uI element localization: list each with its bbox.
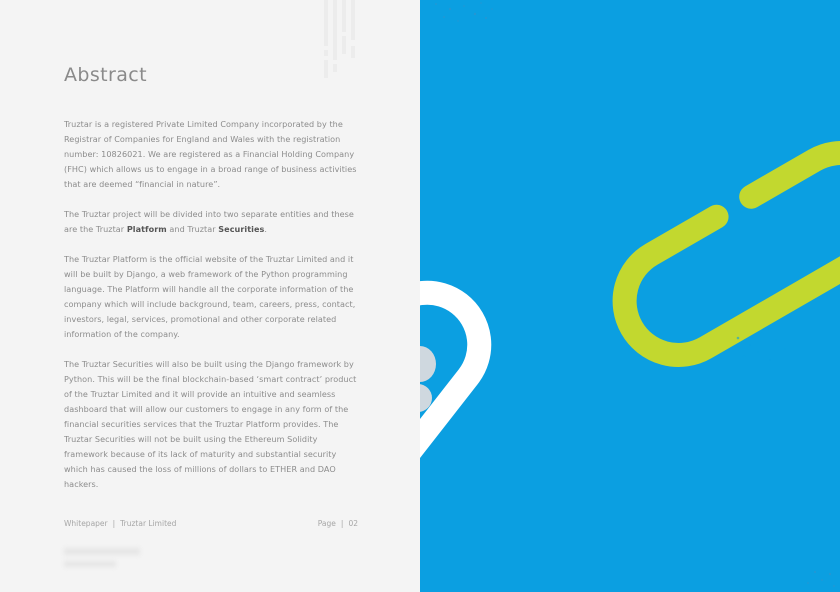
paragraph-text: . <box>264 224 268 234</box>
blurred-text-block <box>64 548 140 555</box>
blurred-text-block <box>64 561 116 567</box>
paragraph-securities: The Truztar Securities will also be built using the Django framework by Python. This will be the final blockchain-based ‘smart contract’ product of the Truztar Limited and it will provide an intuitive and seamless dashboard that will allow our customers to engage in any form of the financial securities services that the Truztar Platform provides. The Truztar Securities will not be built using the Ethereum Solidity framework because of its lack of maturity and substantial security which has caused the loss of millions of dollars to ETHER and DAO hackers. <box>64 359 357 489</box>
page-title: Abstract <box>64 64 147 86</box>
abstract-body <box>64 117 360 507</box>
paragraph-company-registration: Truztar is a registered Private Limited Company incorporated by the Registrar of Companies for England and Wales with the registration number: 10826021. We are registered as a Financial Holding Company (FHC) which allows us to engage in a broad range of business activities that are deemed “financial in nature”. <box>64 119 357 189</box>
footer-company-label: Truztar Limited <box>120 519 177 528</box>
footer-page-info <box>318 519 358 528</box>
footer-page-label: Page <box>317 519 336 528</box>
paragraph-platform: The Truztar Platform is the official website of the Truztar Limited and it will be built by Django, a web framework of the Python programming language. The Platform will handle all the corporate information of the company which will include background, team, careers, press, contact, investors, legal, services, promotional and other corporate related information of the company. <box>64 254 356 339</box>
footer-doc-label: Whitepaper <box>64 519 108 528</box>
footer-page-number: 02 <box>348 519 358 528</box>
chain-link-illustration-panel <box>420 0 840 592</box>
decorative-stripes <box>322 0 362 80</box>
highlight-securities: Securities <box>218 224 265 234</box>
highlight-platform: Platform <box>126 224 167 234</box>
footer-document-info <box>64 519 176 528</box>
footer-separator: | <box>340 519 344 528</box>
paragraph-text: The Truztar project will be divided into two separate entities and these are the Truztar <box>64 209 354 234</box>
footer-separator: | <box>112 519 116 528</box>
paragraph-project-entities <box>64 207 360 237</box>
chain-link-illustration <box>420 0 840 592</box>
paragraph-text: and Truztar <box>166 224 219 234</box>
